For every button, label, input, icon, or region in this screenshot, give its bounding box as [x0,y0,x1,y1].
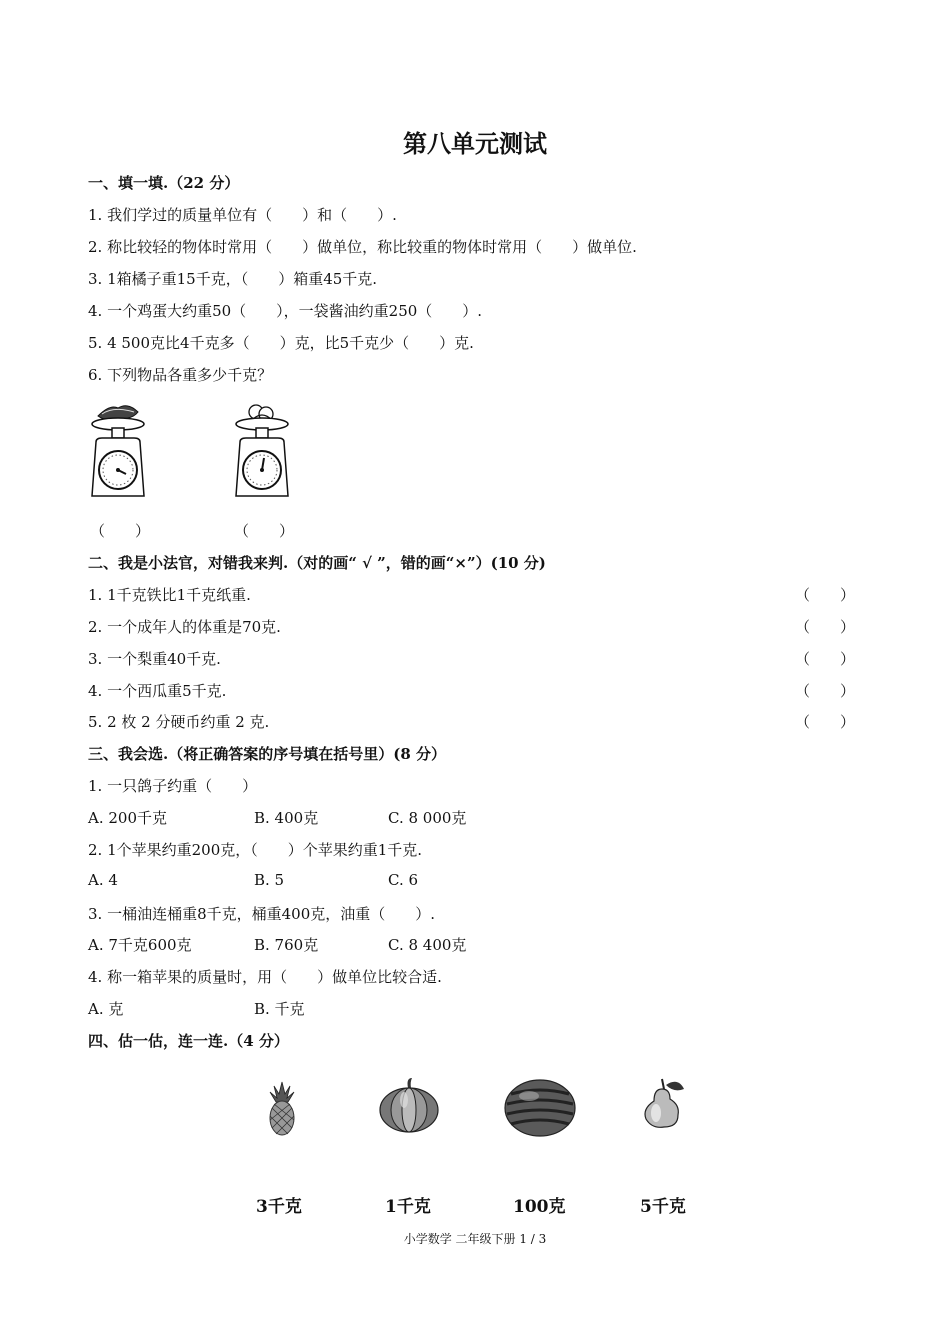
choice-question-4: 4. 称一箱苹果的质量时，用（ ）做单位比较合适. [88,968,442,986]
choice-option-a[interactable]: A. 7千克600克 [88,936,192,954]
page-footer: 小学数学 二年级下册 1 / 3 [403,1232,547,1246]
choice-option-a[interactable]: A. 4 [88,871,118,889]
question-1-5: 5. 4 500克比4千克多（ ）克，比5千克少（ ）克. [88,334,474,352]
choice-question-2: 2. 1个苹果约重200克，（ ）个苹果约重1千克. [88,841,423,859]
judge-blank[interactable]: （ ） [795,713,856,731]
cabbage-scale-icon [232,402,292,500]
choice-option-c[interactable]: C. 6 [388,871,419,889]
scale-answer-blank[interactable]: （ ） [90,522,151,540]
choice-option-b[interactable]: B. 5 [254,871,285,889]
judge-item-5: 5. 2 枚 2 分硬币约重 2 克. [88,713,270,731]
choice-option-a[interactable]: A. 200千克 [88,809,167,827]
choice-option-b[interactable]: B. 400克 [254,809,319,827]
section-heading-3: 三、我会选.（将正确答案的序号填在括号里）(8 分） [88,745,446,763]
section-heading-2: 二、我是小法官，对错我来判.（对的画“ √ ”，错的画“×”）(10 分) [88,554,546,572]
weight-label[interactable]: 5千克 [640,1197,686,1217]
banana-scale-icon [88,402,148,500]
choice-option-a[interactable]: A. 克 [88,1000,124,1018]
weight-label[interactable]: 100克 [513,1197,566,1217]
choice-option-c[interactable]: C. 8 000克 [388,809,467,827]
pear-icon [638,1075,688,1131]
choice-question-1: 1. 一只鸽子约重（ ） [88,777,258,795]
pineapple-icon [262,1080,302,1138]
pumpkin-icon [378,1076,440,1134]
judge-blank[interactable]: （ ） [795,618,856,636]
section-heading-4: 四、估一估，连一连.（4 分） [88,1032,289,1050]
weight-label[interactable]: 1千克 [385,1197,431,1217]
judge-blank[interactable]: （ ） [795,586,856,604]
question-1-6: 6. 下列物品各重多少千克？ [88,366,273,384]
judge-blank[interactable]: （ ） [795,682,856,700]
judge-item-1: 1. 1千克铁比1千克纸重. [88,586,251,604]
choice-option-b[interactable]: B. 760克 [254,936,319,954]
judge-item-3: 3. 一个梨重40千克. [88,650,221,668]
question-1-4: 4. 一个鸡蛋大约重50（ ），一袋酱油约重250（ ）. [88,302,483,320]
page-title: 第八单元测试 [403,129,547,158]
judge-blank[interactable]: （ ） [795,650,856,668]
choice-option-b[interactable]: B. 千克 [254,1000,305,1018]
choice-question-3: 3. 一桶油连桶重8千克，桶重400克，油重（ ）. [88,905,436,923]
judge-item-4: 4. 一个西瓜重5千克. [88,682,227,700]
weight-label[interactable]: 3千克 [256,1197,302,1217]
scale-answer-blank[interactable]: （ ） [234,522,295,540]
question-1-3: 3. 1箱橘子重15千克，（ ）箱重45千克. [88,270,378,288]
watermelon-icon [503,1078,577,1138]
question-1-1: 1. 我们学过的质量单位有（ ）和（ ）. [88,206,397,224]
choice-option-c[interactable]: C. 8 400克 [388,936,467,954]
judge-item-2: 2. 一个成年人的体重是70克. [88,618,281,636]
question-1-2: 2. 称比较轻的物体时常用（ ）做单位，称比较重的物体时常用（ ）做单位. [88,238,637,256]
section-heading-1: 一、填一填.（22 分） [88,174,240,192]
